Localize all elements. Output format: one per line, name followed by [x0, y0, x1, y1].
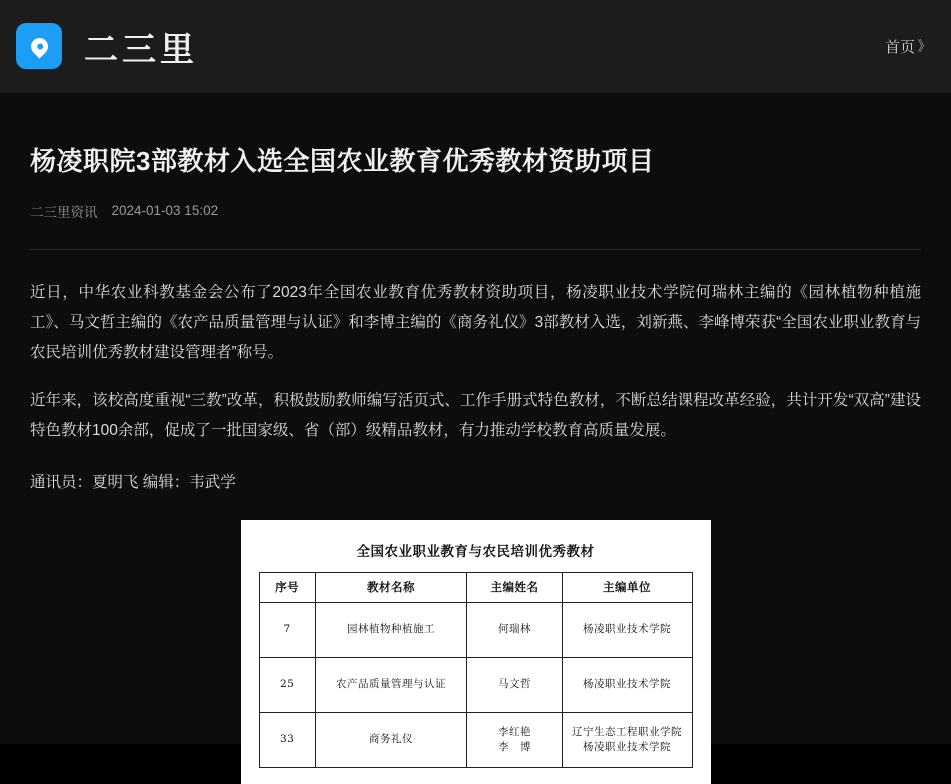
cell-unit: 杨凌职业技术学院 — [562, 657, 692, 712]
site-header — [0, 0, 951, 93]
column-header-unit: 主编单位 — [562, 572, 692, 602]
cell-no: 7 — [259, 602, 315, 657]
table-row — [259, 602, 692, 657]
textbook-table — [259, 572, 693, 768]
cell-editor: 马文哲 — [467, 657, 562, 712]
article-byline: 通讯员：夏明飞 编辑：韦武学 — [30, 473, 236, 491]
cell-unit: 辽宁生态工程职业学院 杨凌职业技术学院 — [562, 712, 692, 767]
article-source: 二三里资讯 — [30, 204, 98, 220]
cell-textbook: 园林植物种植施工 — [315, 602, 467, 657]
figure-caption: 全国农业职业教育与农民培训优秀教材 — [356, 543, 595, 560]
table-row — [259, 657, 692, 712]
figure-wrapper — [30, 520, 921, 784]
cell-editor: 何瑞林 — [467, 602, 562, 657]
page-title: 杨凌职院3部教材入选全国农业教育优秀教材资助项目 — [30, 146, 655, 176]
cell-no: 33 — [259, 712, 315, 767]
column-header-no: 序号 — [259, 572, 315, 602]
article-paragraph: 近日，中华农业科教基金会公布了2023年全国农业教育优秀教材资助项目，杨凌职业技术学院何瑞林主编的《园林植物种植施工》、马文哲主编的《农产品质量管理与认证》和李博主编的《商务礼仪》3部教材入选，刘新燕、李峰博荣获“全国农业职业教育与农民培训优秀教材建设管理者”称号。 — [30, 283, 921, 361]
chevron-right-icon: 》 — [917, 38, 931, 54]
column-header-textbook: 教材名称 — [315, 572, 467, 602]
brand-title: 二三里 — [84, 30, 198, 69]
cell-textbook: 农产品质量管理与认证 — [315, 657, 467, 712]
nav-home-label: 首页 — [884, 38, 915, 56]
cell-textbook: 商务礼仪 — [315, 712, 467, 767]
table-header-row — [259, 572, 692, 602]
cell-unit: 杨凌职业技术学院 — [562, 602, 692, 657]
article-container — [0, 93, 951, 784]
table-row — [259, 712, 692, 767]
embedded-table-image — [241, 520, 711, 784]
article-meta — [30, 201, 921, 221]
column-header-editor: 主编姓名 — [467, 572, 562, 602]
nav-home-link[interactable] — [885, 36, 931, 57]
cell-editor: 李红艳 李 博 — [467, 712, 562, 767]
article-paragraph: 近年来，该校高度重视“三教”改革，积极鼓励教师编写活页式、工作手册式特色教材，不断总结课程改革经验，共计开发“双高”建设特色教材100余部，促成了一批国家级、省（部）级精品教材，有力推动学校教育高质量发展。 — [30, 391, 921, 439]
cell-no: 25 — [259, 657, 315, 712]
location-pin-icon[interactable] — [16, 23, 62, 69]
pin-shape — [27, 34, 51, 58]
article-timestamp: 2024-01-03 15:02 — [111, 203, 219, 219]
